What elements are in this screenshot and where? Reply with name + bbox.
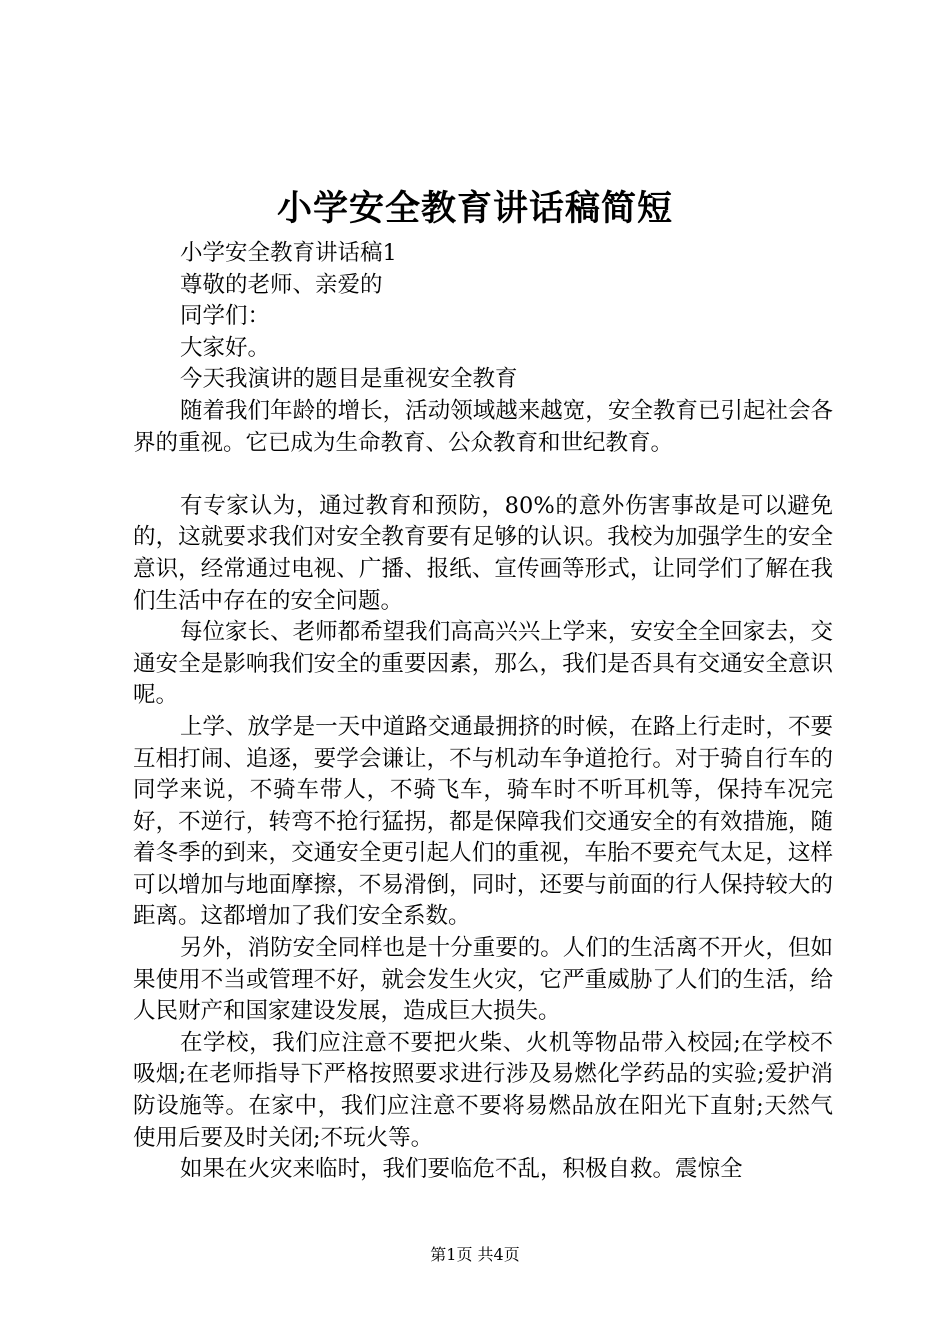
paragraph-1: 随着我们年龄的增长，活动领域越来越宽，安全教育已引起社会各界的重视。它已成为生命教育、公众教育和世纪教育。 [133, 397, 833, 456]
paragraph-4: 上学、放学是一天中道路交通最拥挤的时候，在路上行走时，不要互相打闹、追逐，要学会谦让，不与机动车争道抢行。对于骑自行车的同学来说，不骑车带人，不骑飞车，骑车时不听耳机等，保持车况完好，不逆行，转弯不抢行猛拐，都是保障我们交通安全的有效措施，随着冬季的到来，交通安全更引起人们的重视，车胎不要充气太足，这样可以增加与地面摩擦，不易滑倒，同时，还要与前面的行人保持较大的距离。这都增加了我们安全系数。 [133, 713, 833, 930]
paragraph-3: 每位家长、老师都希望我们高高兴兴上学来，安安全全回家去，交通安全是影响我们安全的重要因素，那么，我们是否具有交通安全意识呢。 [133, 619, 833, 709]
document-title: 小学安全教育讲话稿简短 [276, 188, 673, 229]
paragraph-2: 有专家认为，通过教育和预防，80%的意外伤害事故是可以避免的，这就要求我们对安全教育要有足够的认识。我校为加强学生的安全意识，经常通过电视、广播、报纸、宣传画等形式，让同学们了解在我们生活中存在的安全问题。 [133, 492, 833, 614]
paragraph-6: 在学校，我们应注意不要把火柴、火机等物品带入校园;在学校不吸烟;在老师指导下严格按照要求进行涉及易燃化学药品的实验;爱护消防设施等。在家中，我们应注意不要将易燃品放在阳光下直射;天然气使用后要及时关闭;不玩火等。 [133, 1029, 833, 1151]
salutation-line-2: 同学们： [180, 303, 271, 330]
paragraph-7: 如果在火灾来临时，我们要临危不乱，积极自救。震惊全 [180, 1156, 743, 1183]
topic-line: 今天我演讲的题目是重视安全教育 [180, 366, 518, 393]
paragraph-spacer [133, 459, 833, 491]
page-number-footer: 第1页 共4页 [430, 1245, 520, 1264]
document-subtitle: 小学安全教育讲话稿1 [180, 240, 397, 266]
paragraph-5: 另外，消防安全同样也是十分重要的。人们的生活离不开火，但如果使用不当或管理不好，就会发生火灾，它严重威胁了人们的生活，给人民财产和国家建设发展，造成巨大损失。 [133, 935, 833, 1025]
salutation-line-1: 尊敬的老师、亲爱的 [180, 271, 383, 298]
document-body [133, 238, 833, 1186]
greeting-line: 大家好。 [180, 334, 271, 361]
